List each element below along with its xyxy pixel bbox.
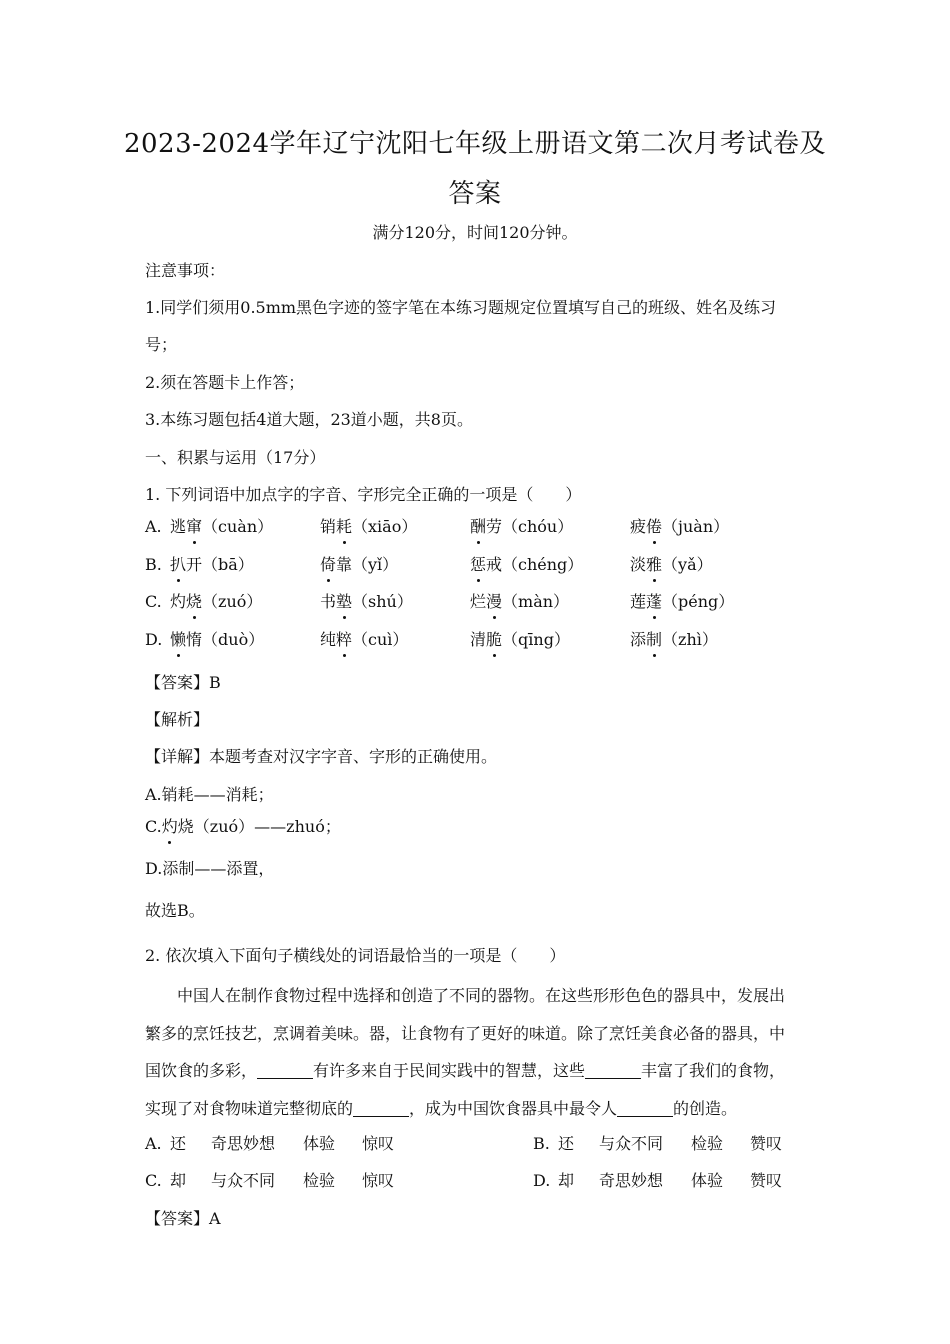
q1-word-item xyxy=(170,516,273,538)
note-c-prefix: C. xyxy=(145,817,162,836)
word-suffix: （cuì） xyxy=(352,630,409,649)
passage-line-4 xyxy=(145,1090,810,1128)
q1-word-item xyxy=(170,629,264,651)
word-prefix: 烂 xyxy=(470,592,487,611)
fill-blank-3 xyxy=(353,1100,409,1117)
note-c-suffix: 烧（zuó）——zhuó； xyxy=(177,817,341,836)
dotted-char: 倦 xyxy=(646,517,663,536)
q1-word-item xyxy=(320,591,413,613)
word-suffix: 劳（chóu） xyxy=(486,517,574,536)
word-suffix: 开（bā） xyxy=(186,555,254,574)
q2-option-word: 奇思妙想 xyxy=(211,1134,276,1153)
word-prefix: 纯 xyxy=(320,630,337,649)
q2-option-word: 惊叹 xyxy=(362,1134,395,1153)
q1-word-item xyxy=(470,591,569,613)
q2-option-word: 体验 xyxy=(303,1134,336,1153)
detail-1: 【详解】本题考查对汉字字音、字形的正确使用。 xyxy=(145,747,498,766)
dotted-char: 惩 xyxy=(470,555,487,574)
q1-option-label: B. xyxy=(145,555,162,574)
dotted-char: 扒 xyxy=(170,555,187,574)
analysis-1: 【解析】 xyxy=(145,710,210,729)
q2-option-word: 惊叹 xyxy=(362,1171,395,1190)
word-suffix: 惰（duò） xyxy=(186,630,265,649)
q1-word-item xyxy=(630,516,729,538)
answer-2: 【答案】A xyxy=(145,1209,221,1228)
dotted-char: 窜 xyxy=(186,517,203,536)
dotted-char: 制 xyxy=(646,630,663,649)
q2-option-word: 却 xyxy=(170,1171,187,1190)
q2-option-label: A. xyxy=(145,1134,162,1153)
conclusion-1: 故选B。 xyxy=(145,901,205,920)
fill-blank-2 xyxy=(585,1062,641,1079)
q1-word-item xyxy=(470,554,583,576)
section-heading: 一、积累与运用（17分） xyxy=(145,448,326,467)
dotted-char: 耗 xyxy=(336,517,353,536)
q1-word-item xyxy=(470,629,570,651)
word-prefix: 淡 xyxy=(630,555,647,574)
q1-word-item xyxy=(630,554,713,576)
notice-item-1-cont: 号； xyxy=(145,335,178,354)
doc-title-line2: 答案 xyxy=(448,179,502,209)
question-2-passage xyxy=(145,977,810,1127)
word-suffix: （zhì） xyxy=(662,630,718,649)
word-suffix: （zuó） xyxy=(202,592,263,611)
q1-word-item xyxy=(470,516,573,538)
fill-blank-4 xyxy=(617,1100,673,1117)
dotted-char: 烧 xyxy=(186,592,203,611)
passage-line-1: 中国人在制作食物过程中选择和创造了不同的器物。在这些形形色色的器具中，发展出 xyxy=(177,986,786,1005)
word-suffix: （yǎ） xyxy=(662,555,713,574)
dotted-char: 蓬 xyxy=(646,592,663,611)
dotted-char: 粹 xyxy=(336,630,353,649)
q2-option-word: 与众不同 xyxy=(599,1134,664,1153)
word-prefix: 添 xyxy=(630,630,647,649)
dotted-char: 塾 xyxy=(336,592,353,611)
notice-item-1: 1.同学们须用0.5mm黑色字迹的签字笔在本练习题规定位置填写自己的班级、姓名及练习 xyxy=(145,298,777,317)
passage-line-3 xyxy=(145,1052,810,1090)
dotted-char: 懒 xyxy=(170,630,187,649)
word-suffix: （cuàn） xyxy=(202,517,274,536)
q1-word-item xyxy=(630,629,718,651)
q2-option-word: 体验 xyxy=(691,1171,724,1190)
question-2-stem: 2. 依次填入下面句子横线处的词语最恰当的一项是（ ） xyxy=(145,946,566,965)
dotted-char: 雅 xyxy=(646,555,663,574)
dotted-char: 酬 xyxy=(470,517,487,536)
q2-option-label: B. xyxy=(533,1134,550,1153)
q2-option-word: 奇思妙想 xyxy=(599,1171,664,1190)
q2-option-word: 还 xyxy=(558,1134,575,1153)
passage-line-3a: 国饮食的多彩， xyxy=(145,1061,258,1080)
note-a: A.销耗——消耗； xyxy=(145,785,274,804)
doc-title-line1: 2023-2024学年辽宁沈阳七年级上册语文第二次月考试卷及 xyxy=(123,129,827,159)
q2-option-label: C. xyxy=(145,1171,162,1190)
word-prefix: 销 xyxy=(320,517,337,536)
q1-option-label: D. xyxy=(145,630,163,649)
word-suffix: 戒（chéng） xyxy=(486,555,584,574)
question-1-stem: 1. 下列词语中加点字的字音、字形完全正确的一项是（ ） xyxy=(145,485,582,504)
word-prefix: 逃 xyxy=(170,517,187,536)
q1-word-item xyxy=(170,591,262,613)
passage-line-4b: ，成为中国饮食器具中最令人 xyxy=(409,1098,618,1118)
word-suffix: （péng） xyxy=(662,592,735,611)
word-suffix: （xiāo） xyxy=(352,517,418,536)
word-suffix: （qīng） xyxy=(502,630,570,649)
word-prefix: 清 xyxy=(470,630,487,649)
q2-option-word: 却 xyxy=(558,1171,575,1190)
note-d: D.添制——添置， xyxy=(145,859,275,878)
q1-word-item xyxy=(320,629,408,651)
passage-line-3c: 丰富了我们的食物， xyxy=(641,1061,786,1080)
word-prefix: 莲 xyxy=(630,592,647,611)
q2-option-word: 赞叹 xyxy=(750,1171,783,1190)
notice-item-3: 3.本练习题包括4道大题，23道小题，共8页。 xyxy=(145,410,473,429)
score-time-note: 满分120分，时间120分钟。 xyxy=(372,223,578,242)
word-suffix: 靠（yǐ） xyxy=(336,555,399,574)
word-prefix: 书 xyxy=(320,592,337,611)
q2-option-label: D. xyxy=(533,1171,551,1190)
answer-1: 【答案】B xyxy=(145,673,221,692)
word-suffix: （màn） xyxy=(502,592,570,611)
passage-line-4c: 的创造。 xyxy=(673,1098,738,1118)
passage-line-3b: 有许多来自于民间实践中的智慧，这些 xyxy=(313,1061,586,1080)
word-prefix: 灼 xyxy=(170,592,187,611)
q2-option-word: 检验 xyxy=(303,1171,336,1190)
note-c xyxy=(145,816,341,838)
passage-line-4a: 实现了对食物味道完整彻底的 xyxy=(145,1098,354,1118)
word-suffix: （shú） xyxy=(352,592,413,611)
q2-option-word: 与众不同 xyxy=(211,1171,276,1190)
q2-option-word: 检验 xyxy=(691,1134,724,1153)
q1-word-item xyxy=(170,554,254,576)
fill-blank-1 xyxy=(257,1062,313,1079)
q2-option-word: 还 xyxy=(170,1134,187,1153)
q1-option-label: C. xyxy=(145,592,162,611)
notice-heading: 注意事项： xyxy=(145,261,226,280)
q1-word-item xyxy=(320,554,398,576)
dotted-char: 漫 xyxy=(486,592,503,611)
q1-word-item xyxy=(630,591,734,613)
q2-option-word: 赞叹 xyxy=(750,1134,783,1153)
note-c-dotted-char: 灼 xyxy=(161,817,178,836)
word-prefix: 疲 xyxy=(630,517,647,536)
passage-line-2: 繁多的烹饪技艺，烹调着美味。器，让食物有了更好的味道。除了烹饪美食必备的器具，中 xyxy=(145,1023,786,1043)
dotted-char: 脆 xyxy=(486,630,503,649)
notice-item-2: 2.须在答题卡上作答； xyxy=(145,373,305,392)
q1-word-item xyxy=(320,516,417,538)
q1-option-label: A. xyxy=(145,517,162,536)
word-suffix: （juàn） xyxy=(662,517,730,536)
dotted-char: 倚 xyxy=(320,555,337,574)
